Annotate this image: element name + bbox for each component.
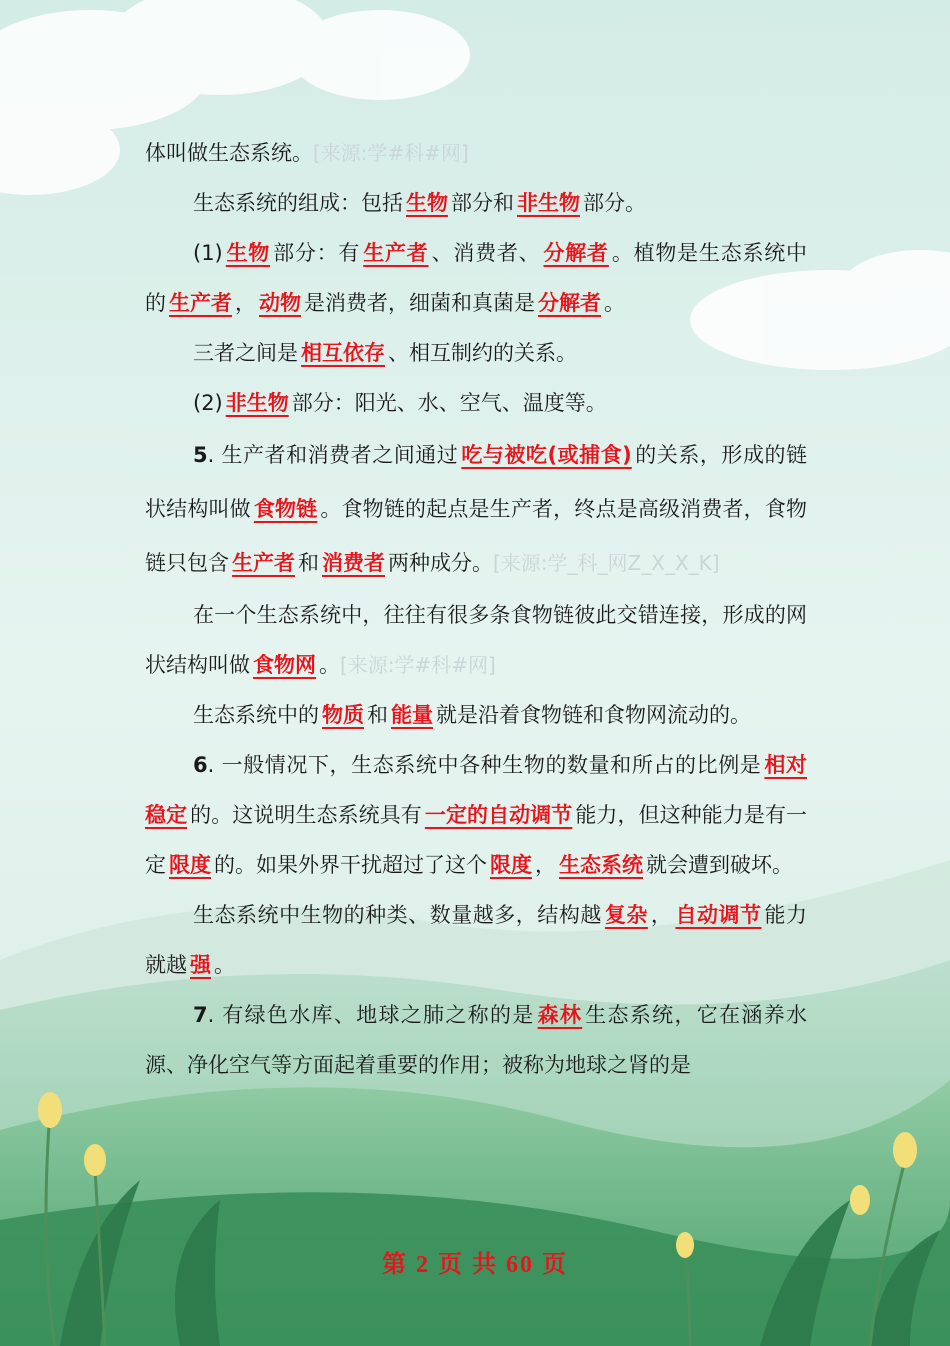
page-number-footer: 第 2 页 共 60 页 [382,1252,568,1278]
item-number: 7 [193,1003,208,1027]
answer: 能量 [391,703,433,727]
text: 两种成分。 [388,551,493,575]
text: 。食物链的起点是生产者，终点是高级消费者，食物链只包含 [145,497,808,575]
text: . 有绿色水库、地球之肺之称的是 [207,1003,535,1027]
paragraph-ecosystem-composition [145,178,807,228]
text: 。 [604,291,625,315]
text: 生态系统的组成：包括 [193,191,403,215]
text: 部分。 [583,191,646,215]
answer: 分解者 [543,241,609,265]
text: 部分：阳光、水、空气、温度等。 [291,391,607,415]
paragraph-biotic-part [145,228,807,328]
answer: 非生物 [225,391,289,415]
text: 在一个生态系统中，往往有很多条食物链彼此交错连接，形成的网状结构叫做 [145,603,807,677]
item-number: 5 [193,443,208,467]
text: 和 [367,703,388,727]
text: ， [650,903,673,927]
text: 的。如果外界干扰超过了这个 [214,853,487,877]
text: (1) [193,241,223,265]
source-note: [来源:学#科#网] [340,653,496,677]
answer: 生产者 [363,241,429,265]
answer: 复杂 [604,903,648,927]
answer: 生产者 [232,551,295,575]
text: 体叫做生态系统。 [145,141,313,165]
text: 就是沿着食物链和食物网流动的。 [436,703,751,727]
text: ， [235,291,256,315]
text: 的。这说明生态系统具有 [190,803,422,827]
paragraph-matter-energy-flow [145,690,807,740]
text: 部分和 [451,191,514,215]
answer: 食物网 [253,653,316,677]
text: . 一般情况下，生态系统中各种生物的数量和所占的比例是 [207,753,762,777]
document-body [145,128,807,1090]
text: 。 [214,953,235,977]
text: 就会遭到破坏。 [646,853,793,877]
text: 、相互制约的关系。 [388,341,577,365]
paragraph-food-web [145,590,807,690]
source-note: [来源:学_科_网Z_X_X_K] [493,551,720,575]
answer: 分解者 [538,291,601,315]
text: 能力就越 [145,903,808,977]
answer: 限度 [169,853,211,877]
answer: 物质 [322,703,364,727]
text: (2) [193,391,223,415]
answer: 生物 [406,191,448,215]
answer: 吃与被吃(或捕食) [461,443,632,467]
text: 部分：有 [273,241,361,265]
text: ， [535,853,556,877]
item-number: 6 [193,753,208,777]
text: 和 [298,551,319,575]
answer: 相互依存 [301,341,385,365]
text: 。 [319,653,340,677]
text: 生态系统中生物的种类、数量越多，结构越 [193,903,602,927]
answer: 非生物 [517,191,580,215]
paragraph-food-chain [145,428,807,590]
text: 生态系统，它在涵养水源、净化空气等方面起着重要的作用；被称为地球之肾的是 [145,1003,808,1077]
text: 。植物是生态系统中的 [145,241,808,315]
answer: 消费者 [322,551,385,575]
answer: 相对稳定 [145,753,807,827]
answer: 生态系统 [559,853,643,877]
text: 是消费者，细菌和真菌是 [304,291,535,315]
text: 生态系统中的 [193,703,319,727]
answer: 一定的自动调节 [424,803,573,827]
answer: 限度 [490,853,532,877]
answer: 生物 [225,241,271,265]
answer: 食物链 [253,497,318,521]
answer: 生产者 [169,291,232,315]
text: 的关系，形成的链状结构叫做 [145,443,807,521]
paragraph-self-regulation [145,740,807,890]
paragraph-complexity [145,890,807,990]
text: 能力，但这种能力是有一定 [145,803,808,877]
text: 、消费者、 [431,241,541,265]
paragraph-forest-ecosystem [145,990,807,1090]
text: 三者之间是 [193,341,298,365]
paragraph-ecosystem-definition-end [145,128,807,178]
answer: 强 [190,953,211,977]
answer: 森林 [537,1003,583,1027]
answer: 自动调节 [675,903,762,927]
source-note: [来源:学#科#网] [313,141,469,165]
paragraph-interdependence [145,328,807,378]
paragraph-abiotic-part [145,378,807,428]
text: . 生产者和消费者之间通过 [207,443,459,467]
answer: 动物 [259,291,301,315]
